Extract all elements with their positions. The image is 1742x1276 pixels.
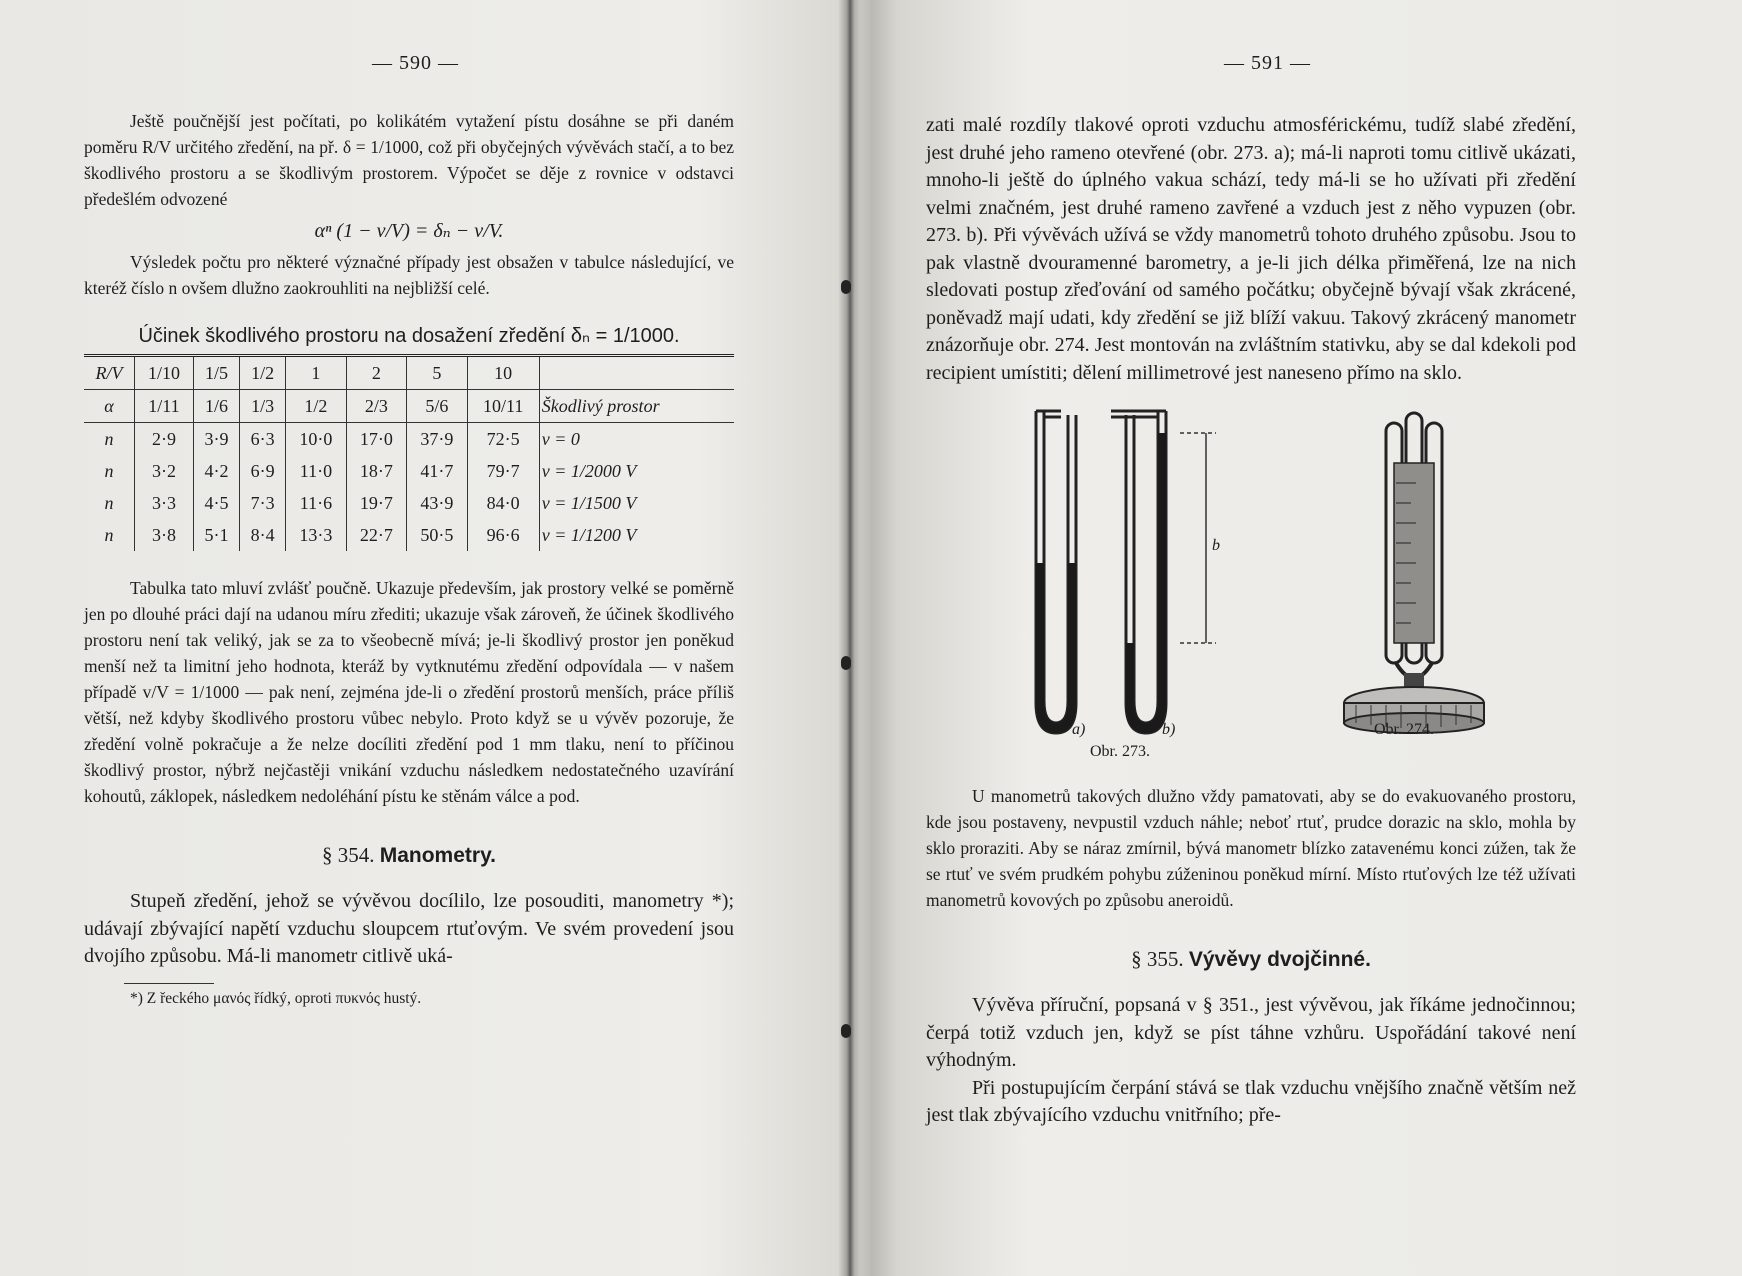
- table-cell: 1/5: [193, 356, 239, 390]
- table-cell: 2·9: [135, 423, 194, 456]
- page-number: — 591 —: [1224, 52, 1311, 74]
- mercury-273b: [1126, 433, 1166, 733]
- table-row: [84, 455, 734, 487]
- section-heading: [926, 947, 1576, 972]
- table-cell: 11·6: [286, 487, 346, 519]
- table-row: [84, 356, 734, 390]
- table-cell: 3·2: [135, 455, 194, 487]
- paragraph: Výsledek počtu pro některé význačné případy jest obsažen v tabulce následující, ve kteréž číslo n ovšem dlužno zaokrouhliti na nejbližší celé.: [84, 252, 734, 298]
- table-cell: 11·0: [286, 455, 346, 487]
- table-cell: 96·6: [467, 519, 539, 551]
- table-cell: 1: [286, 356, 346, 390]
- section-heading: [84, 843, 734, 868]
- data-table: [84, 354, 734, 551]
- binding-stitch: [841, 280, 851, 294]
- table-cell: 4·5: [193, 487, 239, 519]
- paragraph: Vývěva příruční, popsaná v § 351., jest vývěvou, jak říkáme jednočinnou; čerpá totiž vzduch jen, když se píst táhne vzhůru. Uspořádání takové není výhodným.: [926, 994, 1576, 1071]
- table-cell-note: v = 1/2000 V: [539, 455, 734, 487]
- paragraph: U manometrů takových dlužno vždy pamatovati, aby se do evakuovaného prostoru, kde jsou postaveny, nevpustil vzduch náhle; neboť rtuť, prudce dorazic na sklo, mohla by sklo proraziti. Aby se náraz zmírnil, bývá manometr blízko zatavenému konci zúžen, tak že se rtuť ve svém prudkém pohybu zúženinou poněkud mírní. Místo rtuťových lze též užívati manometrů kovových po způsobu aneroidů.: [926, 786, 1576, 910]
- mercury-273a: [1036, 563, 1076, 733]
- table-cell-note: v = 1/1200 V: [539, 519, 734, 551]
- table-cell: 6·3: [240, 423, 286, 456]
- table-cell: 5: [407, 356, 467, 390]
- table-cell: 37·9: [407, 423, 467, 456]
- table-cell: 1/11: [135, 390, 194, 423]
- paragraph: Tabulka tato mluví zvlášť poučně. Ukazuje především, jak prostory velké se poměrně jen po dlouhé práci dají na udanou míru zřediti; ukazuje však zároveň, že účinek škodlivého prostoru není tak veliký, jak se za to všeobecně mívá; je-li škodlivý prostor jen poněkud menší než ta limitní jeho hodnota, kteráž by vytknutému zředění odpovídala — v našem případě v/V = 1/1000 — pak není, zejména jde-li o zředění prostorů menších, práce příliš větší, než kdyby škodlivého prostoru vůbec nebylo. Proto když se u vývěv pozoruje, že zředění volně pokračuje a že nelze docíliti zředění pod 1 mm tlaku, není to příčinou škodlivý prostor, nýbrž nejčastěji vnikání vzduchu následkem nedostatečného uzavírání kohoutů, záklopek, následkem nedoléhání pístu ke stěnám válce a pod.: [84, 578, 734, 806]
- table-cell: 1/2: [286, 390, 346, 423]
- table-cell-note: v = 0: [539, 423, 734, 456]
- table-cell: 79·7: [467, 455, 539, 487]
- section-title: Manometry.: [379, 844, 497, 867]
- figure-label-a: a): [1072, 721, 1086, 738]
- footnote-rule: [124, 983, 214, 984]
- figure-caption-273: Obr. 273.: [1090, 743, 1150, 760]
- manometer-illustration: [926, 403, 1576, 743]
- table-cell: 4·2: [193, 455, 239, 487]
- section-number: § 354.: [321, 843, 375, 867]
- table-cell: 3·9: [193, 423, 239, 456]
- table-cell: 5·1: [193, 519, 239, 551]
- table-row: [84, 487, 734, 519]
- table-row: [84, 423, 734, 456]
- table-cell: 13·3: [286, 519, 346, 551]
- footnote: *) Z řeckého μανός řídký, oproti πυκνός hustý.: [130, 989, 422, 1007]
- book-gutter: [838, 0, 860, 1276]
- table-cell: 1/10: [135, 356, 194, 390]
- table-cell: 8·4: [240, 519, 286, 551]
- table-cell: 10/11: [467, 390, 539, 423]
- table-cell: 50·5: [407, 519, 467, 551]
- table-cell: α: [84, 390, 135, 423]
- table-cell: 84·0: [467, 487, 539, 519]
- table-cell: 2/3: [346, 390, 406, 423]
- height-marker-b: [1180, 433, 1216, 643]
- section-title: Vývěvy dvojčinné.: [1188, 948, 1371, 971]
- right-page-content: [926, 112, 1576, 1130]
- table-cell-note: Škodlivý prostor: [539, 390, 734, 423]
- table-cell: 5/6: [407, 390, 467, 423]
- table-row: [84, 519, 734, 551]
- table-cell: 1/2: [240, 356, 286, 390]
- table-cell: 6·9: [240, 455, 286, 487]
- paragraph: zati malé rozdíly tlakové oproti vzduchu atmosférickému, tudíž slabé zředění, jest druhé jeho rameno otevřené (obr. 273. a); má-li naproti tomu citlivě ukázati, mnoho-li ještě do úplného vakua schází, tedy má-li se ho užívati při zředění velmi značném, jest druhé rameno zavřené a vzduch jest z něho vypuzen (obr. 273. b). Při vývěvách užívá se vždy manometrů tohoto druhého způsobu. Jsou to pak vlastně dvouramenné barometry, a je-li jich délka přiměřená, lze na nich sledovati postup zřeďování od samého počátku; obyčejně bývají však zkrácené, poněvadž mají udati, kdy zředění se již blíží vakuu. Takový zkrácený manometr znázorňuje obr. 274. Jest montován na zvláštním stativku, aby se dal kdekoli pod recipient umístiti; dělení millimetrové jest naneseno přímo na sklo.: [926, 114, 1576, 384]
- figure-label-b-height: b: [1212, 537, 1220, 554]
- table-row: [84, 390, 734, 423]
- section-number: § 355.: [1131, 947, 1184, 971]
- figure-273b: [1111, 411, 1166, 733]
- table-cell: 22·7: [346, 519, 406, 551]
- table-cell: 10·0: [286, 423, 346, 456]
- binding-stitch: [841, 1024, 851, 1038]
- table-cell: 72·5: [467, 423, 539, 456]
- table-cell: 43·9: [407, 487, 467, 519]
- figure-caption-274: Obr. 274.: [1374, 721, 1434, 738]
- figures: [926, 403, 1576, 783]
- table-cell: 17·0: [346, 423, 406, 456]
- formula: αⁿ (1 − v/V) = δₙ − v/V.: [314, 220, 504, 242]
- page-number: — 590 —: [372, 52, 459, 74]
- table-cell: n: [104, 524, 114, 545]
- table-cell: 7·3: [240, 487, 286, 519]
- binding-stitch: [841, 656, 851, 670]
- figure-274: [1344, 413, 1484, 733]
- table-cell: 41·7: [407, 455, 467, 487]
- table-cell: 10: [467, 356, 539, 390]
- table-cell-note: [539, 356, 734, 390]
- paragraph: Stupeň zředění, jehož se vývěvou docílilo, lze posouditi, manometry *); udávají zbývající napětí vzduchu sloupcem rtuťovým. Ve svém provedení jsou dvojího způsobu. Má-li manometr citlivě uká-: [84, 890, 734, 967]
- table-cell: n: [104, 428, 114, 449]
- table-cell: 19·7: [346, 487, 406, 519]
- left-page-content: [84, 108, 734, 1008]
- table-cell: 18·7: [346, 455, 406, 487]
- table-cell: 1/6: [193, 390, 239, 423]
- table-cell: R/V: [84, 356, 135, 390]
- table-cell: n: [104, 492, 114, 513]
- table-cell-note: v = 1/1500 V: [539, 487, 734, 519]
- paragraph: Ještě poučnější jest počítati, po kolikátém vytažení pístu dosáhne se při daném poměru R/V určitého zředění, na př. δ = 1/1000, což při obyčejných vývěvách stačí, a to bez škodlivého prostoru a se škodlivým prostorem. Výpočet se děje z rovnice v odstavci předešlém odvozené: [84, 111, 734, 209]
- figure-label-b: b): [1162, 721, 1176, 738]
- table-cell: 1/3: [240, 390, 286, 423]
- table-cell: 3·8: [135, 519, 194, 551]
- table-cell: n: [104, 460, 114, 481]
- paragraph: Při postupujícím čerpání stává se tlak vzduchu vnějšího značně větším než jest tlak zbývajícího vzduchu vnitřního; pře-: [926, 1076, 1576, 1126]
- table-cell: 2: [346, 356, 406, 390]
- table-caption: Účinek škodlivého prostoru na dosažení zředění δₙ = 1/1000.: [138, 325, 680, 347]
- table-cell: 3·3: [135, 487, 194, 519]
